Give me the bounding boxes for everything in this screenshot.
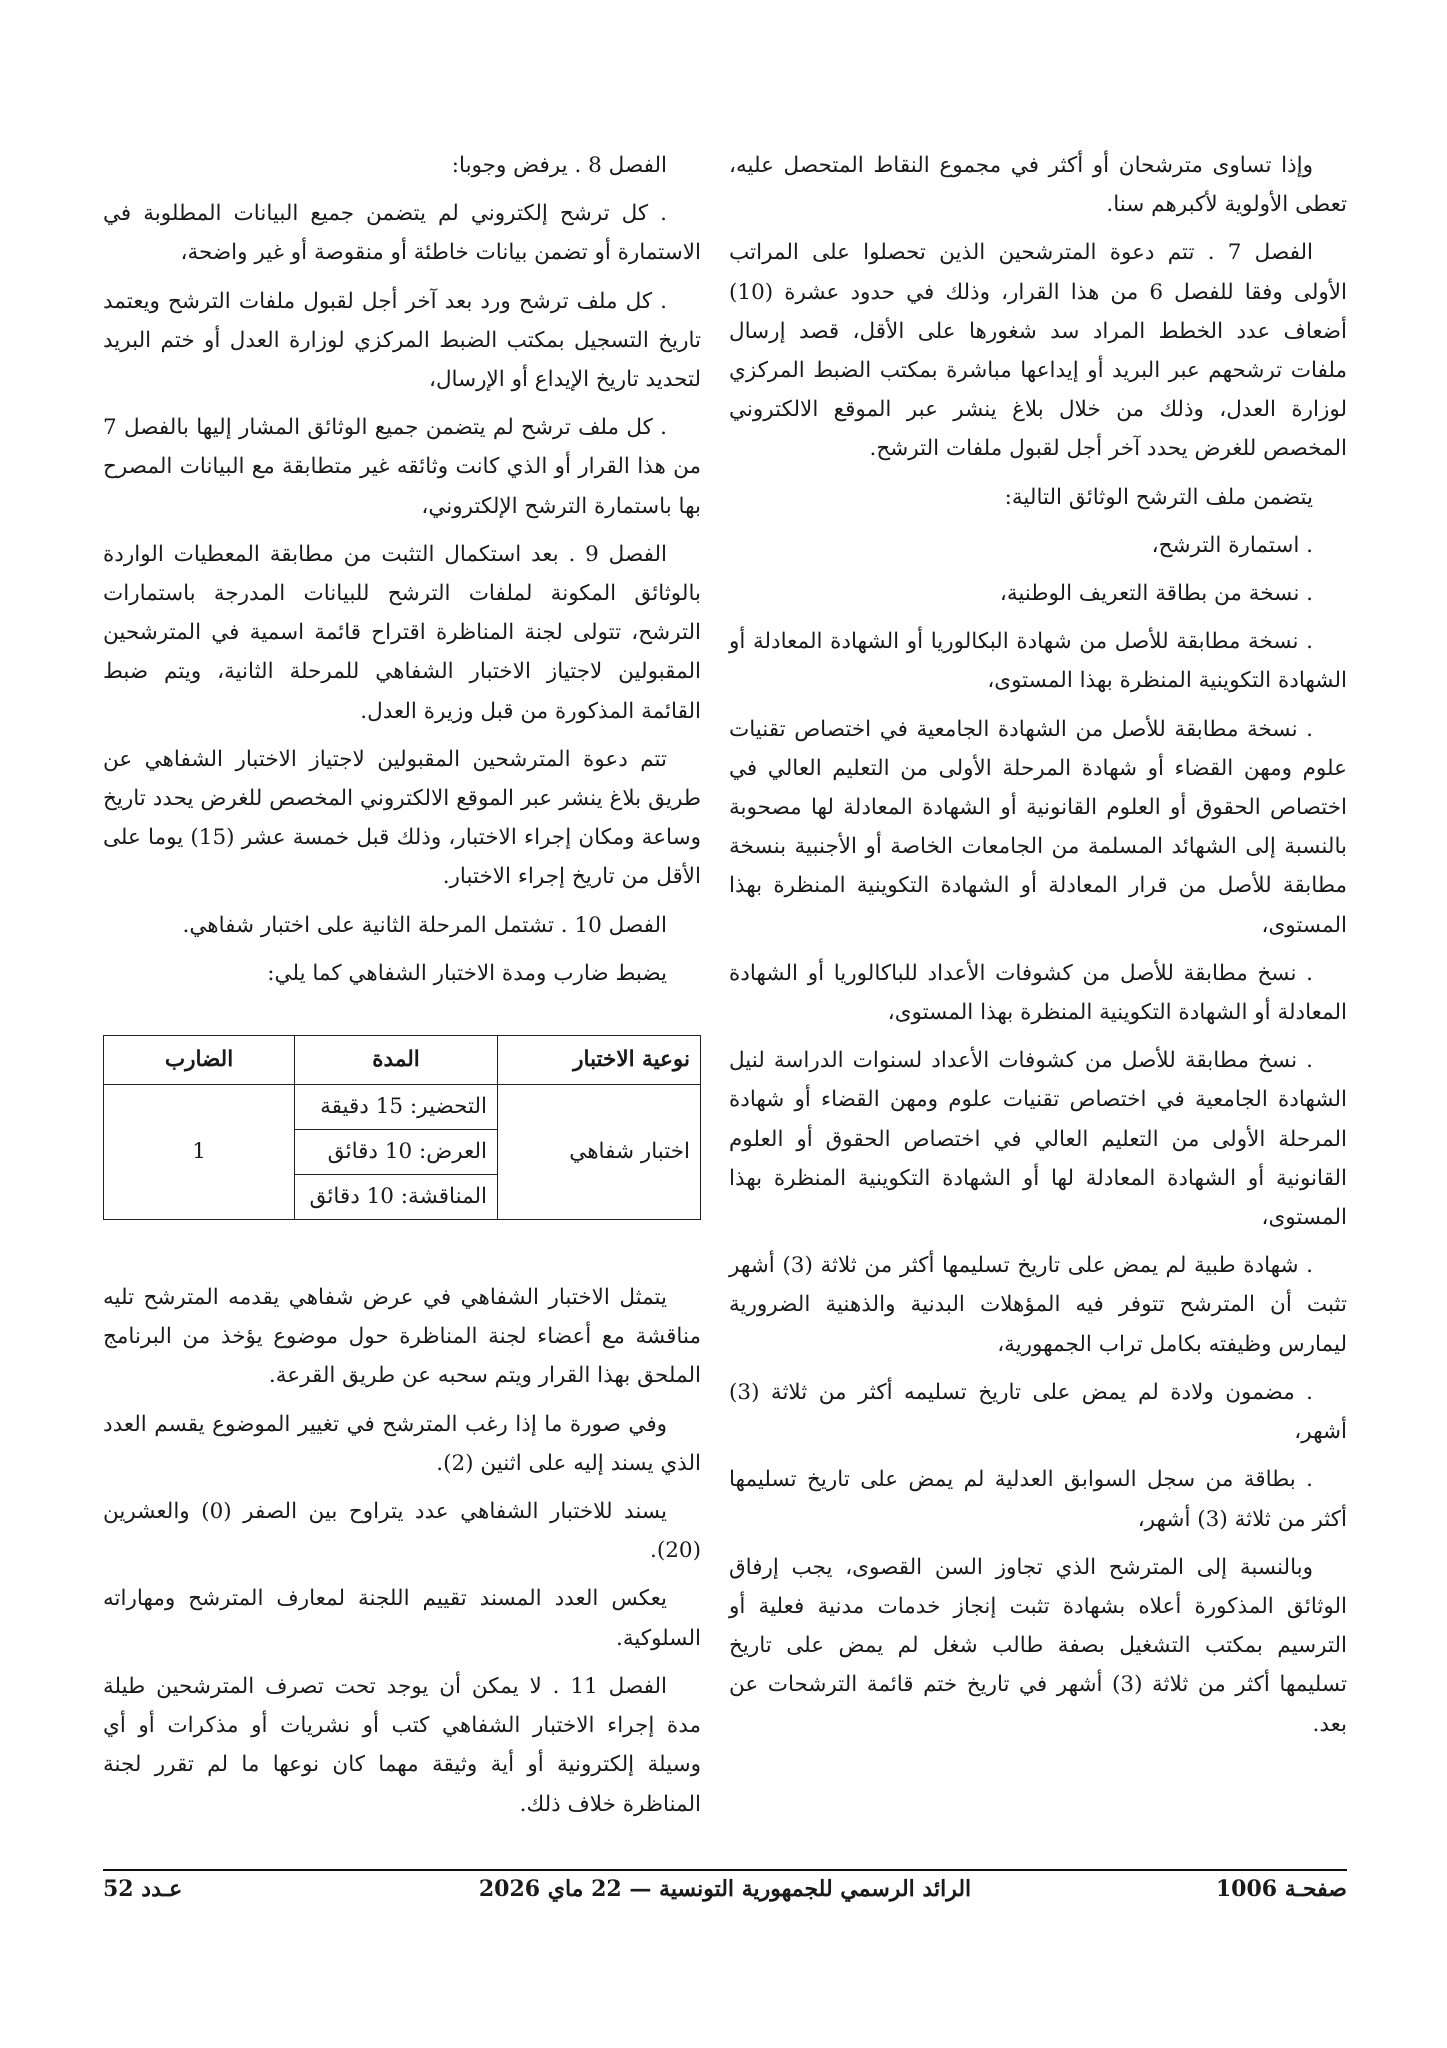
left-column	[103, 146, 701, 1833]
exam-type-cell: اختبار شفاهي	[498, 1085, 701, 1220]
list-item: . كل ملف ترشح لم يتضمن جميع الوثائق المشار إليها بالفصل 7 من هذا القرار أو الذي كانت وثائقه غير متطابقة مع البيانات المصرح بها باستمارة الترشح الإلكتروني،	[103, 415, 701, 519]
paragraph: الفصل 11 . لا يمكن أن يوجد تحت تصرف المترشحين طيلة مدة إجراء الاختبار الشفاهي كتب أو نشريات أو مذكرات أو أي وسيلة إلكترونية أو أية وثيقة مهما كان نوعها ما لم تقرر لجنة المناظرة خلاف ذلك.	[103, 1673, 701, 1817]
paragraph: يتمثل الاختبار الشفاهي في عرض شفاهي يقدمه المترشح تليه مناقشة مع أعضاء لجنة المناظرة حول موضوع يؤخذ من البرنامج الملحق بهذا القرار ويتم سحبه عن طريق القرعة.	[103, 1285, 701, 1389]
paragraph: يسند للاختبار الشفاهي عدد يتراوح بين الصفر (0) والعشرين (20).	[103, 1499, 701, 1564]
paragraph: وإذا تساوى مترشحان أو أكثر في مجموع النقاط المتحصل عليه، تعطى الأولوية لأكبرهم سنا.	[729, 153, 1347, 218]
list-item: . بطاقة من سجل السوابق العدلية لم يمض على تاريخ تسليمها أكثر من ثلاثة (3) أشهر،	[729, 1467, 1347, 1532]
paragraph: تتم دعوة المترشحين المقبولين لاجتياز الاختبار الشفاهي عن طريق بلاغ ينشر عبر الموقع الالكتروني المخصص للغرض يحدد تاريخ وساعة ومكان إجراء الاختبار، وذلك قبل خمسة عشر (15) يوما على الأقل من تاريخ إجراء الاختبار.	[103, 746, 701, 890]
list-item: . نسخة مطابقة للأصل من شهادة البكالوريا أو الشهادة المعادلة أو الشهادة التكوينية المنظرة بهذا المستوى،	[729, 629, 1347, 694]
footer-divider	[103, 1869, 1347, 1871]
paragraph: يضبط ضارب ومدة الاختبار الشفاهي كما يلي:	[267, 960, 667, 986]
duration-cell: العرض: 10 دقائق	[295, 1130, 498, 1175]
table-header-row	[104, 1036, 701, 1085]
list-item: . كل ملف ترشح ورد بعد آخر أجل لقبول ملفات الترشح ويعتمد تاريخ التسجيل بمكتب الضبط المركزي لوزارة العدل أو ختم البريد لتحديد تاريخ الإيداع أو الإرسال،	[103, 288, 701, 393]
header-exam-type: نوعية الاختبار	[498, 1036, 701, 1085]
list-item: . نسخ مطابقة للأصل من كشوفات الأعداد للباكالوريا أو الشهادة المعادلة أو الشهادة التكوينية المنظرة بهذا المستوى،	[729, 960, 1347, 1026]
page-number: صفحـة 1006	[1215, 1876, 1347, 1902]
paragraph: الفصل 9 . بعد استكمال التثبت من مطابقة المعطيات الواردة بالوثائق المكونة لملفات الترشح للبيانات المدرجة باستمارات الترشح، تتولى لجنة المناظرة اقتراح قائمة اسمية في المترشحين المقبولين لاجتياز الاختبار الشفاهي للمرحلة الثانية، ويتم ضبط القائمة المذكورة من قبل وزيرة العدل.	[103, 541, 701, 724]
list-item: . شهادة طبية لم يمض على تاريخ تسليمها أكثر من ثلاثة (3) أشهر تثبت أن المترشح تتوفر فيه المؤهلات البدنية والذهنية الضرورية ليمارس وظيفته بكامل تراب الجمهورية،	[729, 1253, 1347, 1357]
paragraph: الفصل 10 . تشتمل المرحلة الثانية على اختبار شفاهي.	[182, 912, 667, 938]
exam-table	[103, 1035, 701, 1220]
journal-title: الرائد الرسمي للجمهورية التونسية — 22 ماي 2026	[478, 1876, 972, 1902]
duration-cell: التحضير: 15 دقيقة	[295, 1085, 498, 1130]
coefficient-cell: 1	[104, 1085, 295, 1220]
list-item: . نسخة مطابقة للأصل من الشهادة الجامعية في اختصاص تقنيات علوم ومهن القضاء أو شهادة المرحلة الأولى من التعليم العالي في اختصاص الحقوق أو العلوم القانونية أو الشهادة المعادلة لها مصحوبة بالنسبة إلى الشهائد المسلمة من الجامعات الخاصة أو الأجنبية بنسخة مطابقة للأصل من قرار المعادلة أو الشهادة التكوينية المنظرة بهذا المستوى،	[729, 716, 1347, 938]
list-item: . مضمون ولادة لم يمض على تاريخ تسليمه أكثر من ثلاثة (3) أشهر،	[729, 1379, 1347, 1445]
header-duration: المدة	[295, 1036, 498, 1085]
table-row	[104, 1085, 701, 1130]
list-item: . نسخ مطابقة للأصل من كشوفات الأعداد لسنوات الدراسة لنيل الشهادة الجامعية في اختصاص تقنيات علوم ومهن القضاء أو شهادة المرحلة الأولى من التعليم العالي في اختصاص الحقوق أو العلوم القانونية أو الشهادة المعادلة لها أو الشهادة التكوينية المنظرة بهذا المستوى،	[729, 1048, 1347, 1231]
list-item: . نسخة من بطاقة التعريف الوطنية،	[999, 581, 1313, 607]
page-footer	[103, 1876, 1347, 1916]
paragraph: يتضمن ملف الترشح الوثائق التالية:	[1004, 484, 1313, 510]
duration-cell: المناقشة: 10 دقائق	[295, 1175, 498, 1220]
paragraph: وبالنسبة إلى المترشح الذي تجاوز السن القصوى، يجب إرفاق الوثائق المذكورة أعلاه بشهادة تثبت إنجاز خدمات مدنية فعلية أو الترسيم بمكتب التشغيل بصفة طالب شغل لم يمض على تاريخ تسليمها أكثر من ثلاثة (3) أشهر في تاريخ ختم قائمة الترشحات عن بعد.	[729, 1554, 1347, 1737]
paragraph: الفصل 7 . تتم دعوة المترشحين الذين تحصلوا على المراتب الأولى وفقا للفصل 6 من هذا القرار، وذلك في حدود عشرة (10) أضعاف عدد الخطط المراد سد شغورها على الأقل، قصد إرسال ملفات ترشحهم عبر البريد أو إيداعها مباشرة بمكتب الضبط المركزي لوزارة العدل، وذلك من خلال بلاغ ينشر عبر الموقع الالكتروني المخصص للغرض يحدد آخر أجل لقبول ملفات الترشح.	[729, 240, 1348, 462]
paragraph: وفي صورة ما إذا رغب المترشح في تغيير الموضوع يقسم العدد الذي يسند إليه على اثنين (2).	[103, 1411, 701, 1476]
paragraph: يعكس العدد المسند تقييم اللجنة لمعارف المترشح ومهاراته السلوكية.	[103, 1586, 701, 1651]
paragraph: الفصل 8 . يرفض وجوبا:	[451, 153, 667, 178]
list-item: . استمارة الترشح،	[1151, 532, 1313, 558]
issue-number: عـدد 52	[103, 1876, 183, 1902]
right-column	[729, 146, 1347, 1753]
list-item: . كل ترشح إلكتروني لم يتضمن جميع البيانات المطلوبة في الاستمارة أو تضمن بيانات خاطئة أو منقوصة أو غير واضحة،	[103, 201, 701, 266]
header-coefficient: الضارب	[104, 1036, 295, 1085]
